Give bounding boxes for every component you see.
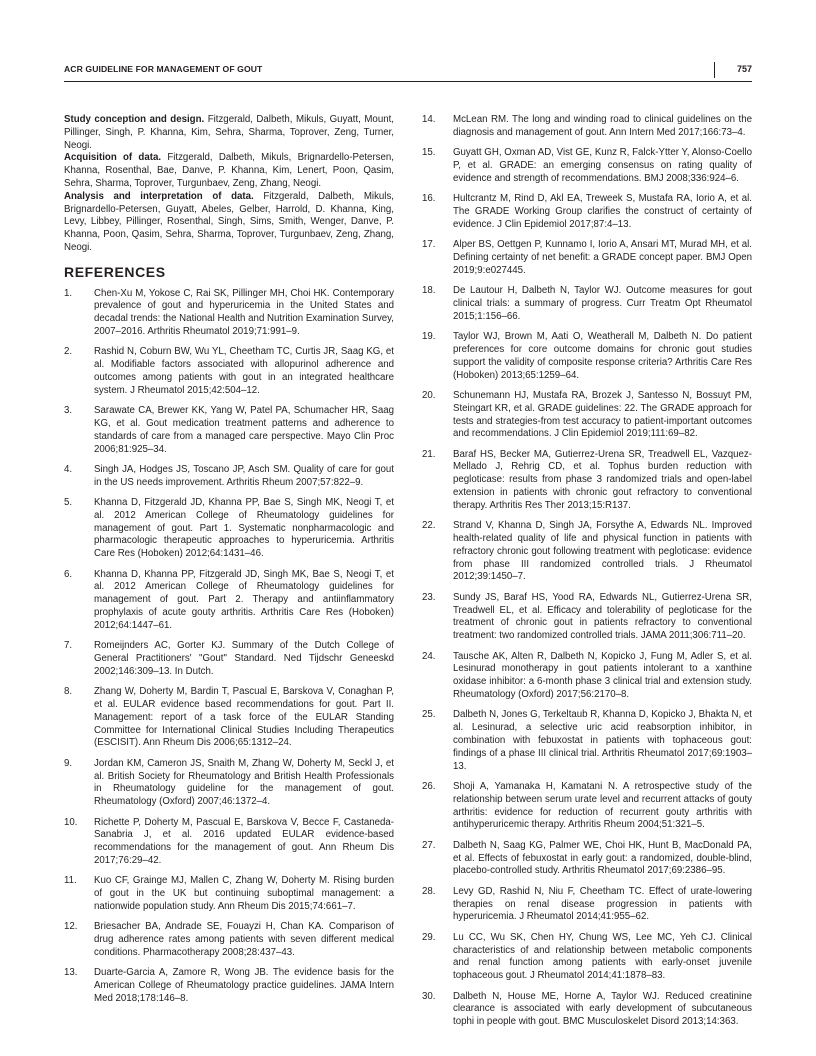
reference-text: Singh JA, Hodges JS, Toscano JP, Asch SM. Quality of care for gout in the US needs improvement. Arthritis Rheum 2007;57:822–9. [94,463,394,488]
reference-item [64,464,394,490]
reference-number: 22. [422,520,436,532]
reference-text: Briesacher BA, Andrade SE, Fouayzi H, Chan KA. Comparison of drug adherence rates among patients with seven different medical conditions. Pharmacotherapy 2008;28:437–43. [94,921,394,958]
reference-text: Hultcrantz M, Rind D, Akl EA, Treweek S, Mustafa RA, Iorio A, et al. The GRADE Working Group clarifies the construct of certainty of evidence. J Clin Epidemiol 2017;87:4–13. [453,193,752,230]
reference-text: Lu CC, Wu SK, Chen HY, Chung WS, Lee MC, Yeh CJ. Clinical characteristics of and relationship between metabolic components and renal function among patients with early-onset juvenile tophaceous gout. J Rheumatol 2014;41:1878–83. [453,931,752,982]
reference-number: 28. [422,885,436,897]
reference-text: Schunemann HJ, Mustafa RA, Brozek J, Santesso N, Bossuyt PM, Steingart KR, et al. GRADE guidelines: 22. The GRADE approach for tests and strategies-from test accuracy to patient-important outcomes and recommendations. J Clin Epidemiol 2019;111:69–82. [453,389,752,440]
reference-text: Chen-Xu M, Yokose C, Rai SK, Pillinger MH, Choi HK. Contemporary prevalence of gout and hyperuricemia in the United States and decadal trends: the National Health and Nutrition Examination Survey, 2007–2016. Arthritis Rheumatol 2019;71:991–9. [94,287,394,337]
reference-item [422,390,752,441]
header-divider [714,62,715,78]
reference-number: 26. [422,780,436,792]
reference-text: Alper BS, Oettgen P, Kunnamo I, Iorio A, Ansari MT, Murad MH, et al. Defining certainty of net benefit: a GRADE concept paper. BMJ Open 2019;9:e027445. [453,239,752,276]
reference-text: Rashid N, Coburn BW, Wu YL, Cheetham TC, Curtis JR, Saag KG, et al. Modifiable factors associated with allopurinol adherence and outcomes among patients with gout in an integrated healthcare system. J Rheumatol 2015;42:504–12. [94,346,394,396]
references-heading: REFERENCES [64,263,166,280]
reference-number: 1. [64,287,73,299]
reference-text: Khanna D, Khanna PP, Fitzgerald JD, Singh MK, Bae S, Neogi T, et al. 2012 American College of Rheumatology guidelines for management of gout. Part 2. Therapy and antiinflammatory prophylaxis of acute gouty arthritis. Arthritis Care Res (Hoboken) 2012;64:1447–61. [94,568,394,631]
contribution-study-design [64,114,394,152]
reference-text: Dalbeth N, House ME, Horne A, Taylor WJ. Reduced creatinine clearance is associated with early development of subcutaneous tophi in people with gout. BMC Musculoskelet Disord 2013;14:363. [453,990,752,1028]
reference-text: Jordan KM, Cameron JS, Snaith M, Zhang W, Doherty M, Seckl J, et al. British Society for Rheumatology and British Health Professionals in Rheumatology guideline for the management of gout. Rheumatology (Oxford) 2007;46:1372–4. [94,757,394,808]
reference-number: 27. [422,839,436,851]
right-column [422,114,752,1037]
reference-text: Khanna D, Fitzgerald JD, Khanna PP, Bae S, Singh MK, Neogi T, et al. 2012 American College of Rheumatology guidelines for management of gout. Part 1. Systematic nonpharmacologic and pharmacologic therapeutic approaches to hyperuricemia. Arthritis Care Res (Hoboken) 2012;64:1431–46. [94,497,394,560]
reference-text: Sundy JS, Baraf HS, Yood RA, Edwards NL, Gutierrez-Urena SR, Treadwell EL, et al. Efficacy and tolerability of pegloticase for the treatment of chronic gout in patients refractory to conventional treatment: two randomized controlled trials. JAMA 2011;306:711–20. [453,591,752,642]
contribution-label: Study conception and design. [64,114,205,125]
contribution-analysis [64,191,394,255]
reference-number: 30. [422,990,436,1002]
reference-number: 2. [64,346,73,358]
reference-item [64,497,394,561]
reference-item [64,569,394,633]
reference-number: 6. [64,568,73,580]
reference-text: Strand V, Khanna D, Singh JA, Forsythe A, Edwards NL. Improved health-related quality of life and physical function in patients with refractory chronic gout following treatment with pegloticase: evidence from phase III randomized controlled trials. J Rheumatol 2012;39:1450–7. [453,520,752,583]
reference-item [422,709,752,773]
reference-number: 29. [422,931,436,943]
reference-text: De Lautour H, Dalbeth N, Taylor WJ. Outcome measures for gout clinical trials: a summary of progress. Curr Treatm Opt Rheumatol 2015;1:156–66. [453,285,752,322]
reference-item [422,147,752,185]
reference-number: 20. [422,389,436,401]
reference-item [422,114,752,140]
reference-number: 13. [64,967,78,979]
reference-text: Romeijnders AC, Gorter KJ. Summary of the Dutch College of General Practitioners' "Gout" Standard. Ned Tijdschr Geneeskd 2002;146:309–13. In Dutch. [94,640,394,677]
running-header [64,62,752,80]
reference-number: 5. [64,497,73,509]
contribution-label: Analysis and interpretation of data. [64,190,254,202]
reference-item [64,405,394,456]
reference-item [64,875,394,913]
reference-item [422,932,752,983]
header-rule [64,81,752,82]
running-title: ACR GUIDELINE FOR MANAGEMENT OF GOUT [64,64,263,74]
reference-number: 14. [422,114,436,125]
reference-number: 17. [422,239,436,251]
left-column [64,114,394,1013]
reference-list-right [422,114,752,1029]
page-number: 757 [736,64,752,74]
reference-item [64,346,394,397]
reference-item [422,331,752,382]
reference-text: Taylor WJ, Brown M, Aati O, Weatherall M, Dalbeth N. Do patient preferences for core outcome domains for chronic gout studies support the validity of composite response criteria? Arthritis Care Res (Hoboken) 2013;65:1259–64. [453,331,752,381]
reference-item [422,520,752,584]
reference-item [422,651,752,702]
reference-number: 18. [422,285,436,297]
reference-number: 24. [422,650,436,662]
reference-item [64,758,394,809]
reference-text: Shoji A, Yamanaka H, Kamatani N. A retrospective study of the relationship between serum urate level and recurrent attacks of gouty arthritis: evidence for reduction of recurrent gouty arthritis with antihyperuricemic therapy. Arthritis Rheum 2004;51:321–5. [453,780,752,831]
reference-number: 10. [64,816,78,828]
reference-item [64,921,394,959]
reference-text: Sarawate CA, Brewer KK, Yang W, Patel PA, Schumacher HR, Saag KG, et al. Gout medication treatment patterns and adherence to standards of care from a managed care perspective. Mayo Clin Proc 2006;81:925–34. [94,405,394,455]
reference-item [422,840,752,878]
reference-list-left [64,288,394,1006]
reference-number: 16. [422,193,436,205]
reference-text: Dalbeth N, Saag KG, Palmer WE, Choi HK, Hunt B, MacDonald PA, et al. Effects of febuxostat in early gout: a randomized, double-blind, placebo-controlled study. Arthritis Rheumatol 2017;69:2386–95. [453,839,752,877]
reference-item [64,640,394,678]
reference-text: Baraf HS, Becker MA, Gutierrez-Urena SR, Treadwell EL, Vazquez-Mellado J, Rehrig CD, et al. Tophus burden reduction with pegloticase: results from phase 3 randomized trials and open-label extension in patients with chronic gout refractory to conventional therapy. Arthritis Res Ther 2013;15:R137. [453,448,752,511]
contribution-text: Fitzgerald, Dalbeth, Mikuls, Brignardello-Petersen, Khanna, Rosenthal, Bae, Danve, P. Khanna, Kim, Lenert, Poon, Qasim, Sehra, Sharma, Toprover, Turgunbaev, Zeng, Zhang, Neogi. [64,152,394,189]
reference-item [422,886,752,924]
reference-item [422,239,752,277]
reference-number: 23. [422,591,436,603]
reference-text: Zhang W, Doherty M, Bardin T, Pascual E, Barskova V, Conaghan P, et al. EULAR evidence based recommendations for gout. Part II. Management: report of a task force of the EULAR Standing Committee for International Clinical Studies Including Therapeutics (ESCISIT). Ann Rheum Dis 2006;65:1312–24. [94,686,394,749]
reference-item [422,449,752,513]
reference-item [422,592,752,643]
reference-item [422,781,752,832]
reference-number: 11. [64,875,77,887]
reference-number: 4. [64,463,73,475]
reference-number: 19. [422,331,436,343]
reference-text: Duarte-Garcia A, Zamore R, Wong JB. The evidence basis for the American College of Rheumatology practice guidelines. JAMA Intern Med 2018;178:146–8. [94,967,394,1004]
contribution-acquisition [64,152,394,190]
reference-text: Levy GD, Rashid N, Niu F, Cheetham TC. Effect of urate-lowering therapies on renal disease progression in patients with hyperuricemia. J Rheumatol 2014;41:955–62. [453,885,752,923]
reference-text: Kuo CF, Grainge MJ, Mallen C, Zhang W, Doherty M. Rising burden of gout in the UK but continuing suboptimal management: a nationwide population study. Ann Rheum Dis 2015;74:661–7. [94,875,394,912]
reference-text: Dalbeth N, Jones G, Terkeltaub R, Khanna D, Kopicko J, Bhakta N, et al. Lesinurad, a selective uric acid reabsorption inhibitor, in combination with febuxostat in patients with tophaceous gout: findings of a phase III clinical trial. Arthritis Rheumatol 2017;69:1903–13. [453,709,752,772]
reference-number: 9. [64,757,73,769]
reference-number: 7. [64,640,73,652]
author-contributions [64,114,394,255]
reference-number: 8. [64,686,73,698]
reference-text: Richette P, Doherty M, Pascual E, Barskova V, Becce F, Castaneda-Sanabria J, et al. 2016 updated EULAR evidence-based recommendations for the management of gout. Ann Rheum Dis 2017;76:29–42. [94,816,394,866]
reference-text: Tausche AK, Alten R, Dalbeth N, Kopicko J, Fung M, Adler S, et al. Lesinurad monotherapy in gout patients intolerant to a xanthine oxidase inhibitor: a 6-month phase 3 clinical trial and extension study. Rheumatology (Oxford) 2017;56:2170–8. [453,650,752,701]
reference-number: 12. [64,921,78,933]
reference-number: 15. [422,147,436,159]
contribution-label: Acquisition of data. [64,152,162,164]
reference-item [422,991,752,1029]
reference-item [64,817,394,868]
reference-number: 21. [422,448,436,460]
reference-item [64,686,394,750]
reference-item [422,193,752,231]
reference-number: 3. [64,405,73,417]
contribution-text: Fitzgerald, Dalbeth, Mikuls, Guyatt, Mount, Pillinger, Singh, P. Khanna, Kim, Sehra, Sharma, Toprover, Zeng, Turner, Neogi. [64,114,394,151]
reference-item [64,288,394,339]
reference-number: 25. [422,709,436,721]
reference-text: McLean RM. The long and winding road to clinical guidelines on the diagnosis and management of gout. Ann Intern Med 2017;166:73–4. [453,114,752,138]
reference-item [64,967,394,1005]
reference-text: Guyatt GH, Oxman AD, Vist GE, Kunz R, Falck-Ytter Y, Alonso-Coello P, et al. GRADE: an emerging consensus on rating quality of evidence and strength of recommendations. BMJ 2008;336:924–6. [453,147,752,184]
reference-item [422,285,752,323]
contribution-text: Fitzgerald, Dalbeth, Mikuls, Brignardello-Petersen, Guyatt, Abeles, Gelber, Harrold, D. Khanna, King, Levy, Libbey, Pillinger, Rosenthal, Singh, Sims, Smith, Wenger, Danve, P. Khanna, Poon, Qasim, Sehra, Sharma, Toprover, Turgunbaev, Zeng, Zhang, Neogi. [64,190,394,253]
